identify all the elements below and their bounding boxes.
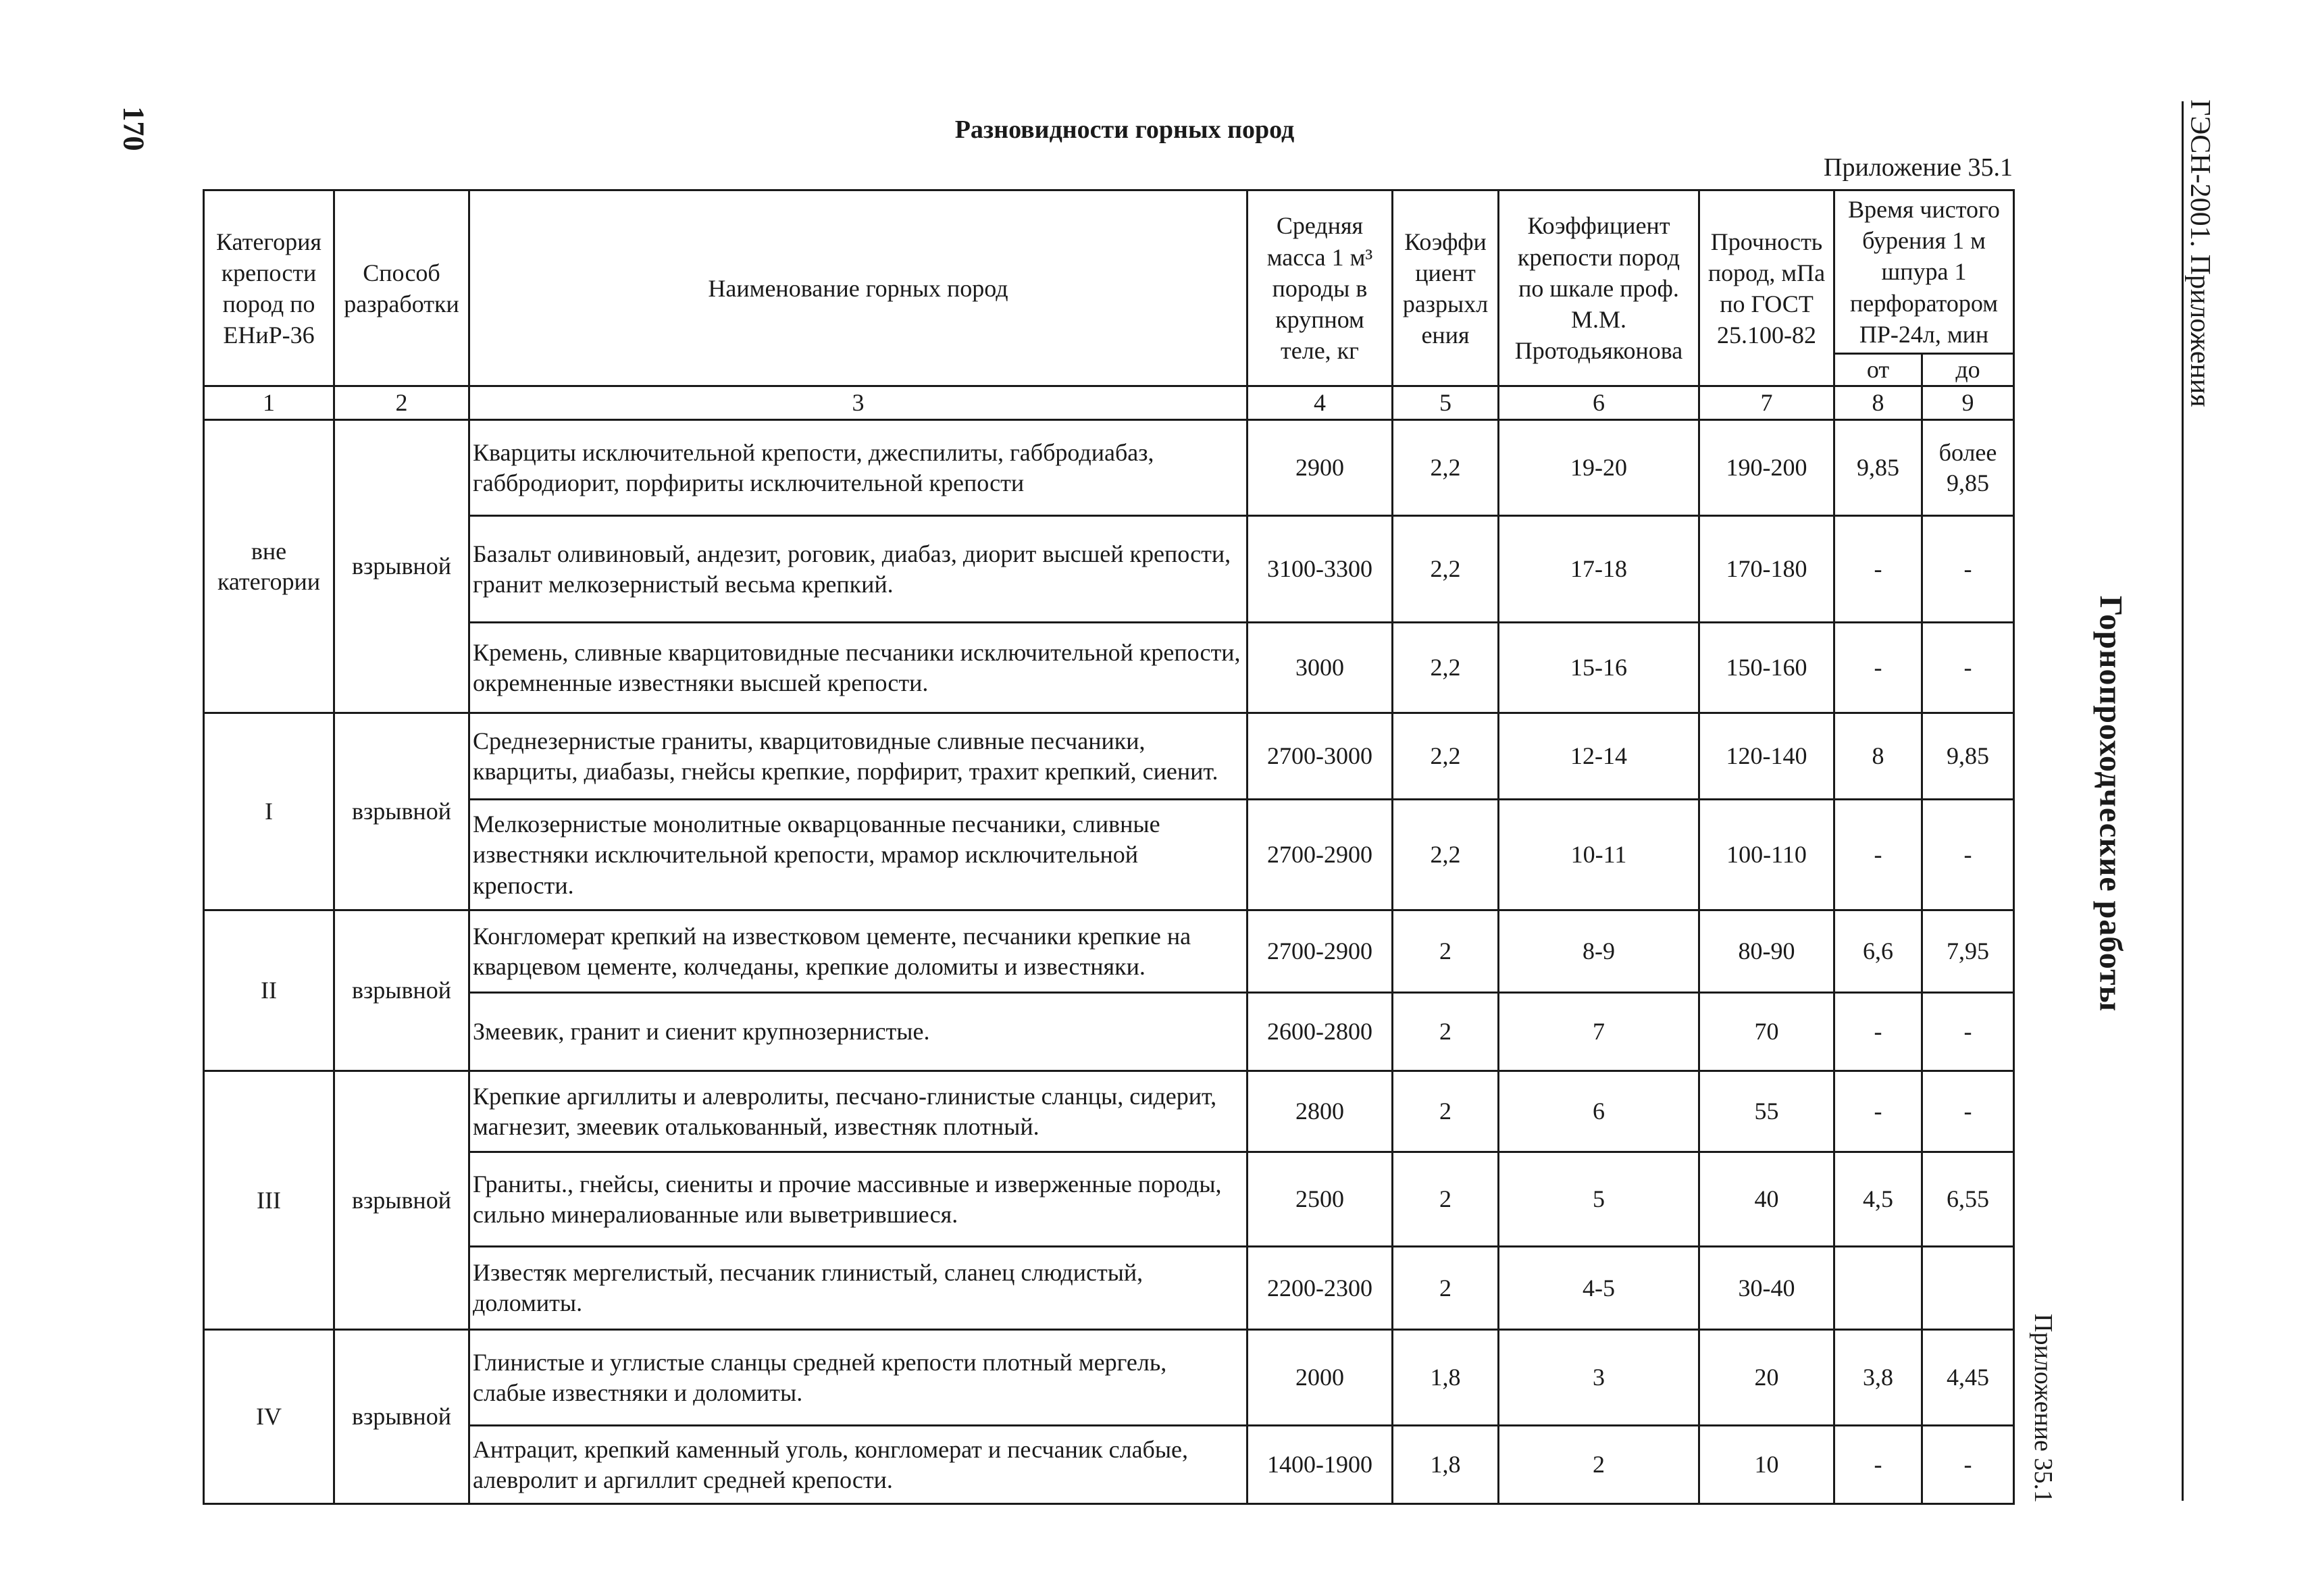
strength-cell: 30-40 xyxy=(1699,1247,1834,1330)
method-cell: взрывной xyxy=(334,1071,469,1330)
drill-time-from-cell: - xyxy=(1834,993,1922,1071)
loosening-coef-cell: 2,2 xyxy=(1393,713,1499,800)
mass-cell: 2800 xyxy=(1248,1071,1393,1152)
column-number: 4 xyxy=(1248,386,1393,420)
method-cell: взрывной xyxy=(334,1330,469,1504)
table-row xyxy=(204,420,2014,516)
strength-cell: 80-90 xyxy=(1699,910,1834,993)
loosening-coef-cell: 2 xyxy=(1393,993,1499,1071)
mass-cell: 2700-2900 xyxy=(1248,910,1393,993)
strength-cell: 170-180 xyxy=(1699,516,1834,623)
strength-coef-cell: 7 xyxy=(1499,993,1699,1071)
side-appendix-label: Приложение 35.1 xyxy=(2029,1314,2057,1503)
loosening-coef-cell: 2,2 xyxy=(1393,800,1499,910)
table-row xyxy=(204,516,2014,623)
rock-name-cell: Глинистые и углистые сланцы средней крепости плотный мергель, слабые известняки и доломиты. xyxy=(469,1330,1248,1426)
category-cell: III xyxy=(204,1071,334,1330)
strength-cell: 10 xyxy=(1699,1426,1834,1504)
drill-time-from-cell: 9,85 xyxy=(1834,420,1922,516)
category-cell: вне категории xyxy=(204,420,334,713)
mass-cell: 2900 xyxy=(1248,420,1393,516)
page-number: 170 xyxy=(117,106,151,151)
column-number: 7 xyxy=(1699,386,1834,420)
drill-time-from-cell: - xyxy=(1834,623,1922,713)
strength-coef-cell: 6 xyxy=(1499,1071,1699,1152)
column-number: 2 xyxy=(334,386,469,420)
mass-cell: 3100-3300 xyxy=(1248,516,1393,623)
header-strength: Прочность пород, мПа по ГОСТ 25.100-82 xyxy=(1699,190,1834,386)
drill-time-to-cell: - xyxy=(1922,993,2014,1071)
header-loosening-coef: Коэффи циент разрыхл ения xyxy=(1393,190,1499,386)
strength-coef-cell: 10-11 xyxy=(1499,800,1699,910)
header-name: Наименование горных пород xyxy=(469,190,1248,386)
table-row xyxy=(204,1247,2014,1330)
rock-name-cell: Граниты., гнейсы, сиениты и прочие массивные и изверженные породы, сильно минералиованные или выветрившиеся. xyxy=(469,1152,1248,1247)
strength-coef-cell: 5 xyxy=(1499,1152,1699,1247)
mass-cell: 1400-1900 xyxy=(1248,1426,1393,1504)
strength-cell: 100-110 xyxy=(1699,800,1834,910)
column-number: 8 xyxy=(1834,386,1922,420)
table-row xyxy=(204,1330,2014,1426)
strength-coef-cell: 19-20 xyxy=(1499,420,1699,516)
drill-time-to-cell: 4,45 xyxy=(1922,1330,2014,1426)
appendix-label: Приложение 35.1 xyxy=(1824,153,2013,182)
strength-coef-cell: 12-14 xyxy=(1499,713,1699,800)
rock-name-cell: Кварциты исключительной крепости, джеспилиты, габбродиабаз, габбродиорит, порфириты исключительной крепости xyxy=(469,420,1248,516)
loosening-coef-cell: 2,2 xyxy=(1393,516,1499,623)
rock-name-cell: Антрацит, крепкий каменный уголь, конгломерат и песчаник слабые, алевролит и аргиллит средней крепости. xyxy=(469,1426,1248,1504)
strength-cell: 20 xyxy=(1699,1330,1834,1426)
section-title: Горнопроходческие работы xyxy=(2092,595,2129,1012)
rock-name-cell: Среднезернистые граниты, кварцитовидные сливные песчаники, кварциты, диабазы, гнейсы крепкие, порфирит, трахит крепкий, сиенит. xyxy=(469,713,1248,800)
strength-coef-cell: 8-9 xyxy=(1499,910,1699,993)
loosening-coef-cell: 2 xyxy=(1393,1247,1499,1330)
rock-name-cell: Крепкие аргиллиты и алевролиты, песчано-глинистые сланцы, сидерит, магнезит, змеевик оталькованный, известняк плотный. xyxy=(469,1071,1248,1152)
drill-time-to-cell: 9,85 xyxy=(1922,713,2014,800)
rock-name-cell: Известяк мергелистый, песчаник глинистый, сланец слюдистый, доломиты. xyxy=(469,1247,1248,1330)
drill-time-from-cell: - xyxy=(1834,1426,1922,1504)
loosening-coef-cell: 2 xyxy=(1393,1071,1499,1152)
strength-cell: 70 xyxy=(1699,993,1834,1071)
running-header: ГЭСН-2001. Приложения xyxy=(2184,99,2215,407)
column-number: 5 xyxy=(1393,386,1499,420)
column-number-row xyxy=(204,386,2014,420)
mass-cell: 2000 xyxy=(1248,1330,1393,1426)
table-row xyxy=(204,993,2014,1071)
strength-cell: 150-160 xyxy=(1699,623,1834,713)
strength-coef-cell: 15-16 xyxy=(1499,623,1699,713)
mass-cell: 2700-3000 xyxy=(1248,713,1393,800)
table-row xyxy=(204,910,2014,993)
strength-coef-cell: 2 xyxy=(1499,1426,1699,1504)
strength-cell: 120-140 xyxy=(1699,713,1834,800)
rock-name-cell: Змеевик, гранит и сиенит крупнозернистые. xyxy=(469,993,1248,1071)
strength-cell: 190-200 xyxy=(1699,420,1834,516)
header-method: Способ разработки xyxy=(334,190,469,386)
loosening-coef-cell: 1,8 xyxy=(1393,1426,1499,1504)
category-cell: II xyxy=(204,910,334,1071)
rock-name-cell: Конгломерат крепкий на известковом цементе, песчаники крепкие на кварцевом цементе, колчеданы, крепкие доломиты и известняки. xyxy=(469,910,1248,993)
drill-time-from-cell: 4,5 xyxy=(1834,1152,1922,1247)
loosening-coef-cell: 2 xyxy=(1393,1152,1499,1247)
header-mass: Средняя масса 1 м³ породы в крупном теле, кг xyxy=(1248,190,1393,386)
drill-time-to-cell: 7,95 xyxy=(1922,910,2014,993)
loosening-coef-cell: 2,2 xyxy=(1393,623,1499,713)
drill-time-to-cell: - xyxy=(1922,1426,2014,1504)
column-number: 6 xyxy=(1499,386,1699,420)
rock-name-cell: Кремень, сливные кварцитовидные песчаники исключительной крепости, окремненные известняки высшей крепости. xyxy=(469,623,1248,713)
table-row xyxy=(204,1426,2014,1504)
drill-time-to-cell: - xyxy=(1922,1071,2014,1152)
mass-cell: 3000 xyxy=(1248,623,1393,713)
rock-name-cell: Базальт оливиновый, андезит, роговик, диабаз, диорит высшей крепости, гранит мелкозернистый весьма крепкий. xyxy=(469,516,1248,623)
drill-time-from-cell: - xyxy=(1834,800,1922,910)
loosening-coef-cell: 1,8 xyxy=(1393,1330,1499,1426)
strength-cell: 40 xyxy=(1699,1152,1834,1247)
mass-cell: 2600-2800 xyxy=(1248,993,1393,1071)
page-title: Разновидности горных пород xyxy=(954,115,1295,144)
header-drill-time: Время чистого бурения 1 м шпура 1 перфоратором ПР-24л, мин xyxy=(1834,190,2014,354)
drill-time-from-cell: 3,8 xyxy=(1834,1330,1922,1426)
drill-time-from-cell: - xyxy=(1834,1071,1922,1152)
drill-time-to-cell: - xyxy=(1922,623,2014,713)
table-row xyxy=(204,1152,2014,1247)
header-strength-coef: Коэффициент крепости пород по шкале проф. М.М. Протодьяконова xyxy=(1499,190,1699,386)
rock-types-table xyxy=(203,189,2015,1505)
table-row xyxy=(204,1071,2014,1152)
header-from: от xyxy=(1834,354,1922,386)
column-number: 3 xyxy=(469,386,1248,420)
loosening-coef-cell: 2,2 xyxy=(1393,420,1499,516)
strength-coef-cell: 3 xyxy=(1499,1330,1699,1426)
drill-time-from-cell: 8 xyxy=(1834,713,1922,800)
strength-coef-cell: 4-5 xyxy=(1499,1247,1699,1330)
drill-time-to-cell: - xyxy=(1922,800,2014,910)
drill-time-to-cell xyxy=(1922,1247,2014,1330)
rock-name-cell: Мелкозернистые монолитные окварцованные песчаники, сливные известняки исключительной крепости, мрамор исключительной крепости. xyxy=(469,800,1248,910)
method-cell: взрывной xyxy=(334,910,469,1071)
drill-time-from-cell xyxy=(1834,1247,1922,1330)
table-row xyxy=(204,623,2014,713)
category-cell: IV xyxy=(204,1330,334,1504)
mass-cell: 2200-2300 xyxy=(1248,1247,1393,1330)
table-row xyxy=(204,713,2014,800)
loosening-coef-cell: 2 xyxy=(1393,910,1499,993)
column-number: 1 xyxy=(204,386,334,420)
header-category: Категория крепости пород по ЕНиР-36 xyxy=(204,190,334,386)
strength-coef-cell: 17-18 xyxy=(1499,516,1699,623)
mass-cell: 2700-2900 xyxy=(1248,800,1393,910)
drill-time-from-cell: - xyxy=(1834,516,1922,623)
drill-time-from-cell: 6,6 xyxy=(1834,910,1922,993)
drill-time-to-cell: 6,55 xyxy=(1922,1152,2014,1247)
drill-time-to-cell: - xyxy=(1922,516,2014,623)
mass-cell: 2500 xyxy=(1248,1152,1393,1247)
method-cell: взрывной xyxy=(334,420,469,713)
drill-time-to-cell: более 9,85 xyxy=(1922,420,2014,516)
method-cell: взрывной xyxy=(334,713,469,910)
header-to: до xyxy=(1922,354,2014,386)
table-row xyxy=(204,800,2014,910)
strength-cell: 55 xyxy=(1699,1071,1834,1152)
category-cell: I xyxy=(204,713,334,910)
column-number: 9 xyxy=(1922,386,2014,420)
